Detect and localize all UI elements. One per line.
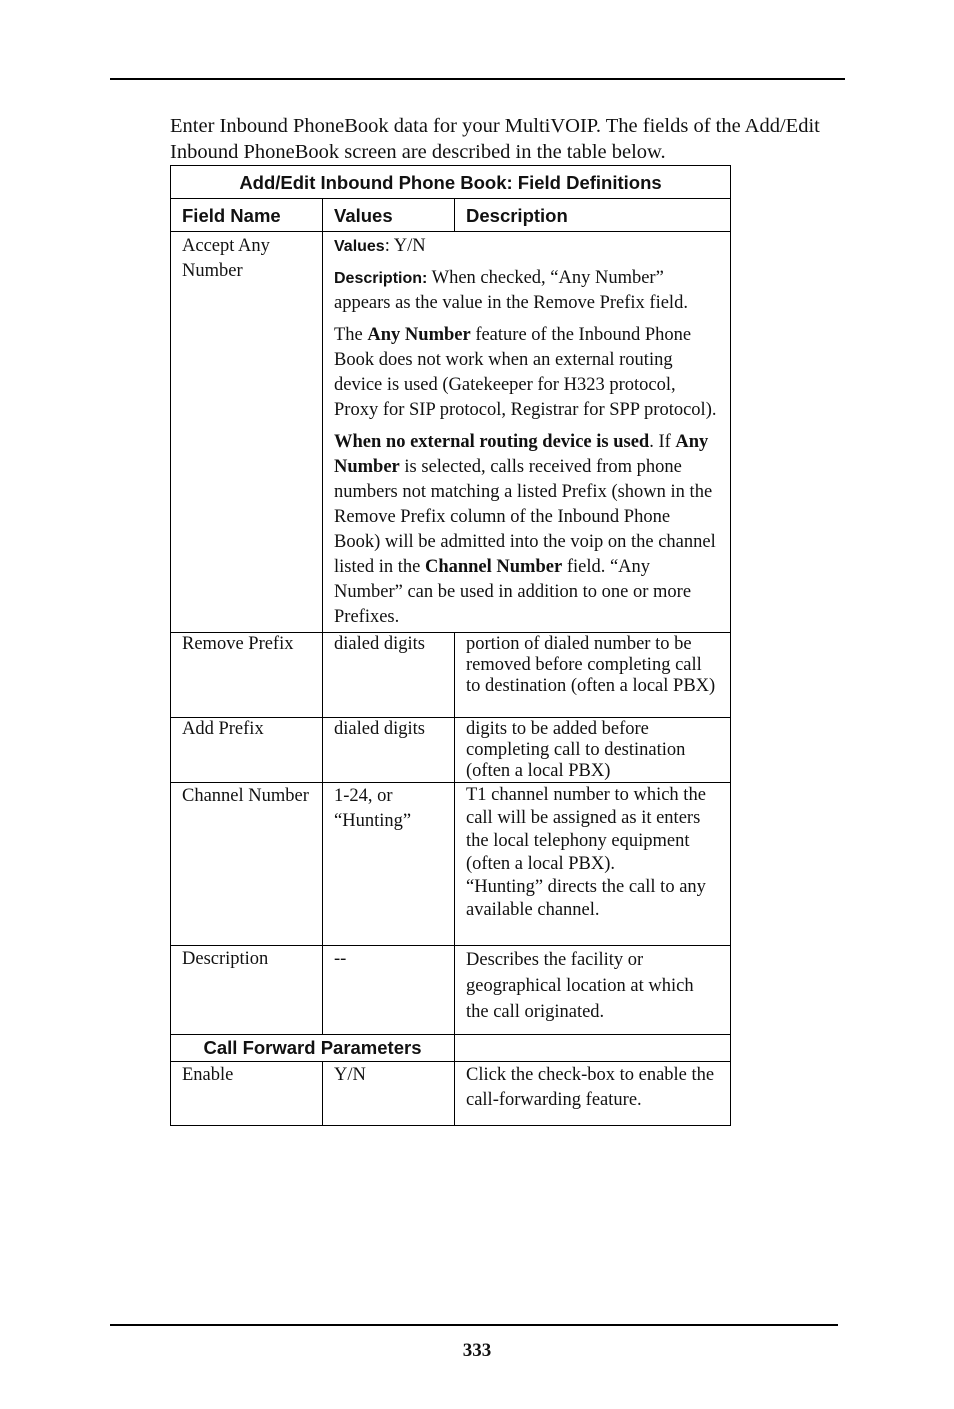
description-label: Description: <box>334 270 428 287</box>
empty-cell <box>455 1035 731 1062</box>
field-name-cell: Add Prefix <box>171 718 323 783</box>
values-label: Values <box>334 238 385 255</box>
description-cell: T1 channel number to which the call will be assigned as it enters the local telephony equipment (often a local PBX). “Hunting” directs the call to any available channel. <box>455 783 731 946</box>
table-caption: Add/Edit Inbound Phone Book: Field Definitions <box>171 166 731 199</box>
description-cell: portion of dialed number to be removed before completing call to destination (often a local PBX) <box>455 633 731 718</box>
header-field-name: Field Name <box>171 199 323 232</box>
header-description: Description <box>455 199 731 232</box>
table-row <box>171 232 731 633</box>
values-cell: dialed digits <box>323 718 455 783</box>
call-forward-subheader: Call Forward Parameters <box>171 1035 455 1062</box>
header-values: Values <box>323 199 455 232</box>
table-row <box>171 946 731 1035</box>
no-routing-device-note: When no external routing device is used. If Any Number is selected, calls received from phone numbers not matching a listed Prefix (shown in the Remove Prefix column of the Inbound Phone Book) will be admitted into the voip on the channel listed in the Channel Number field. “Any Number” can be used in addition to one or more Prefixes. <box>334 432 716 627</box>
description-cell: Click the check-box to enable the call-forwarding feature. <box>455 1062 731 1126</box>
values-cell: dialed digits <box>323 633 455 718</box>
values-line <box>334 234 718 259</box>
field-name-cell: Description <box>171 946 323 1035</box>
header-rule <box>110 78 845 80</box>
field-name-cell: Enable <box>171 1062 323 1126</box>
values-text: : Y/N <box>384 236 426 256</box>
field-name-cell: Remove Prefix <box>171 633 323 718</box>
footer-rule <box>110 1324 838 1326</box>
intro-paragraph: Enter Inbound PhoneBook data for your MultiVOIP. The fields of the Add/Edit Inbound PhoneBook screen are described in the table below. <box>170 115 820 163</box>
table-row <box>171 718 731 783</box>
values-cell: -- <box>323 946 455 1035</box>
field-name-cell: Channel Number <box>171 783 323 946</box>
values-cell: 1-24, or “Hunting” <box>323 783 455 946</box>
description-line <box>334 266 718 316</box>
values-cell: Y/N <box>323 1062 455 1126</box>
table-row <box>171 1062 731 1126</box>
any-number-note: The Any Number feature of the Inbound Phone Book does not work when an external routing device is used (Gatekeeper for H323 protocol, Proxy for SIP protocol, Registrar for SPP protocol). <box>334 325 717 420</box>
field-name-cell: Accept Any Number <box>171 232 323 633</box>
table-row <box>171 1035 731 1062</box>
accept-any-details <box>323 232 731 633</box>
description-cell: Describes the facility or geographical location at which the call originated. <box>455 946 731 1035</box>
description-cell: digits to be added before completing call to destination (often a local PBX) <box>455 718 731 783</box>
page-number: 333 <box>462 1340 492 1361</box>
table-row <box>171 783 731 946</box>
table-row <box>171 633 731 718</box>
description-text: When checked, “Any Number” appears as the value in the Remove Prefix field. <box>334 268 688 313</box>
field-definitions-table <box>170 165 731 1126</box>
